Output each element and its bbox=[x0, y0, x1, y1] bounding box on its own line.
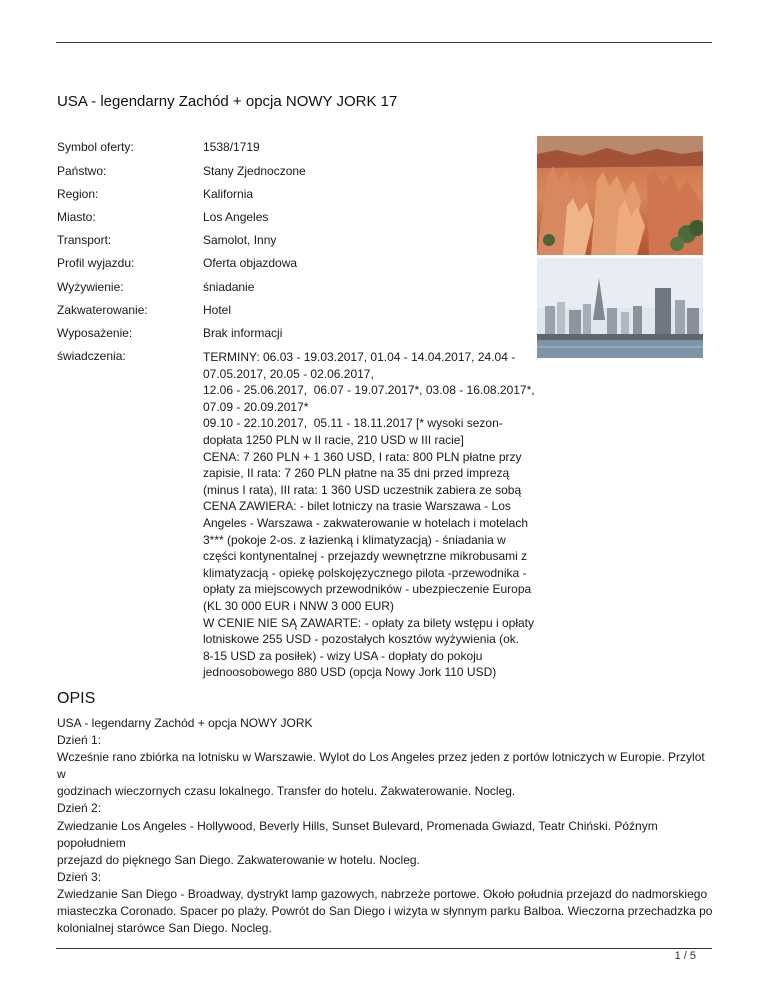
page-number: 1 / 5 bbox=[674, 950, 696, 962]
field-value: Los Angeles bbox=[203, 210, 269, 224]
field-label: Miasto: bbox=[57, 210, 96, 224]
field-label: Wyżywienie: bbox=[57, 280, 124, 294]
field-value: Stany Zjednoczone bbox=[203, 164, 306, 178]
field-value: Brak informacji bbox=[203, 326, 283, 340]
opis-text: USA - legendarny Zachód + opcja NOWY JORK Dzień 1: Wcześnie rano zbiórka na lotnisku w Warszawie. Wylot do Los Angeles przez jeden z portów lotniczych w Europie. Przylot w godzinach wieczornych czasu lokalnego. Transfer do hotelu. Zakwaterowanie. Nocleg. Dzień 2: Zwiedzanie Los Angeles - Hollywood, Beverly Hills, Sunset Bulevard, Promenada Gwiazd, Teatr Chiński. Późnym popołudniem przejazd do pięknego San Diego. Zakwaterowanie w hotelu. Nocleg. Dzień 3: Zwiedzanie San Diego - Broadway, dystrykt lamp gazowych, nabrzeże portowe. Około południa przejazd do nadmorskiego miasteczka Coronado. Spacer po plaży. Powrót do San Diego i wizyta w słynnym parku Balboa. Wieczorna przechadzka po kolonialnej starówce San Diego. Nocleg. bbox=[57, 716, 713, 936]
field-label: Transport: bbox=[57, 233, 112, 247]
field-value: śniadanie bbox=[203, 280, 255, 294]
field-label: Zakwaterowanie: bbox=[57, 303, 148, 317]
skyline-photo bbox=[537, 258, 703, 358]
swiadczenia-text: TERMINY: 06.03 - 19.03.2017, 01.04 - 14.04.2017, 24.04 - 07.05.2017, 20.05 - 02.06.2017, 12.06 - 25.06.2017, 06.07 - 19.07.2017*, 03.08 - 16.08.2017*, 07.09 - 20.09.2017* 09.10 - 22.10.2017, 05.11 - 18.11.2017 [* wysoki sezon- dopłata 1250 PLN w II racie, 210 USD w III racie] CENA: 7 260 PLN + 1 360 USD, I rata: 800 PLN płatne przy zapisie, II rata: 7 260 PLN płatne na 35 dni przed imprezą (minus I rata), III rata: 1 360 USD uczestnik zabiera ze sobą CENA ZAWIERA: - bilet lotniczy na trasie Warszawa - Los Angeles - Warszawa - zakwaterowanie w hotelach i motelach 3*** (pokoje 2-os. z łazienką i klimatyzacją) - śniadania w części kontynentalnej - przejazdy wewnętrzne mikrobusami z klimatyzacją - opiekę polskojęzycznego pilota -przewodnika - opłaty za miejscowych przewodników - ubezpieczenie Europa (KL 30 000 EUR i NNW 3 000 EUR) W CENIE NIE SĄ ZAWARTE: - opłaty za bilety wstępu i opłaty lotniskowe 255 USD - pozostałych kosztów wyżywienia (ok. 8-15 USD za posiłek) - wizy USA - dopłaty do pokoju jednoosobowego 880 USD (opcja Nowy Jork 110 USD) bbox=[203, 350, 535, 680]
field-value: Oferta objazdowa bbox=[203, 256, 298, 270]
field-label: Państwo: bbox=[57, 164, 107, 178]
bottom-rule bbox=[56, 948, 712, 949]
canyon-photo bbox=[537, 136, 703, 255]
opis-heading: OPIS bbox=[57, 690, 96, 707]
field-label: Symbol oferty: bbox=[57, 140, 134, 154]
offer-title: USA - legendarny Zachód + opcja NOWY JORK 17 bbox=[57, 93, 398, 110]
field-value: 1538/1719 bbox=[203, 140, 260, 154]
field-value: Hotel bbox=[203, 303, 232, 317]
field-value: Kalifornia bbox=[203, 187, 254, 201]
field-label: Profil wyjazdu: bbox=[57, 256, 135, 270]
swiadczenia-label: świadczenia: bbox=[57, 349, 126, 363]
field-label: Region: bbox=[57, 187, 99, 201]
field-value: Samolot, Inny bbox=[203, 233, 277, 247]
field-label: Wyposażenie: bbox=[57, 326, 133, 340]
top-rule bbox=[56, 42, 712, 43]
